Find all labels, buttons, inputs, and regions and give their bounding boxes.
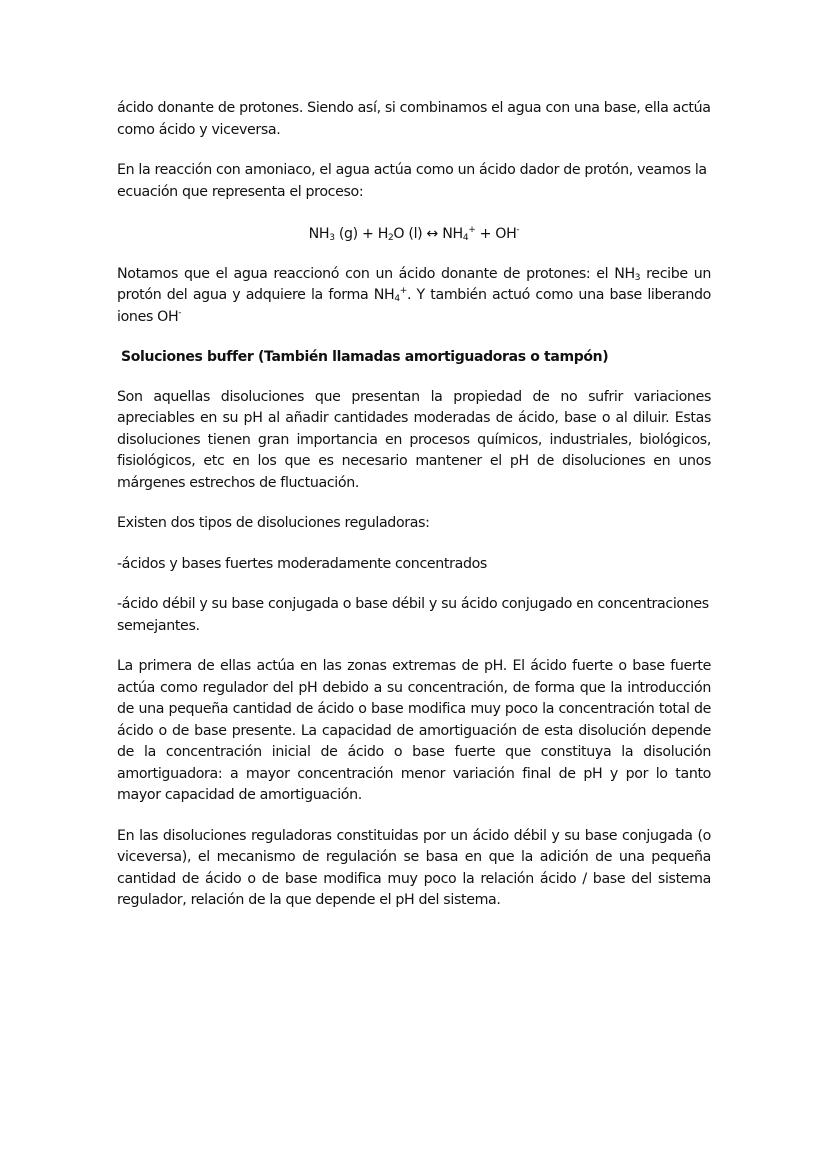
equation-superscript: -: [516, 225, 520, 235]
superscript: -: [178, 307, 182, 318]
equation-subscript: 4: [462, 233, 469, 243]
equation-subscript: 2: [388, 233, 394, 243]
equation-term: NH: [308, 226, 330, 242]
paragraph-water-amphoteric: [117, 264, 711, 329]
document-page: [117, 98, 711, 931]
equation-subscript: 3: [329, 233, 335, 243]
text-run: recibe un protón del agua y adquiere la forma NH: [117, 265, 711, 303]
section-heading-buffer: Soluciones buffer (También llamadas amortiguadoras o tampón): [121, 349, 609, 365]
equation-term: + OH: [475, 226, 517, 242]
paragraph-ammonia-reaction: En la reacción con amoniaco, el agua actúa como un ácido dador de protón, veamos la ecuación que representa el proceso:: [117, 162, 707, 200]
paragraph-second-type: En las disoluciones reguladoras constituidas por un ácido débil y su base conjugada (o viceversa), el mecanismo de regulación se basa en que la adición de una pequeña cantidad de ácido o de base modifica muy poco la relación ácido / base del sistema regulador, relación de la que depende el pH del sistema.: [117, 827, 711, 908]
text-run: . Y también actuó como una base liberando iones OH: [117, 287, 711, 325]
text-run: Notamos que el agua reaccionó con un ácido donante de protones: el NH: [117, 265, 635, 282]
paragraph-types-intro: Existen dos tipos de disoluciones reguladoras:: [117, 515, 430, 531]
paragraph-buffer-definition: Son aquellas disoluciones que presentan la propiedad de no sufrir variaciones apreciables en su pH al añadir cantidades moderadas de ácido, base o al diluir. Estas disoluciones tienen gran importancia en procesos químicos, industriales, biológicos, fisiológicos, etc en los que es necesario mantener el pH de disoluciones en unos márgenes estrechos de fluctuación.: [117, 388, 711, 491]
chemical-equation: [117, 222, 711, 246]
superscript: +: [399, 286, 407, 296]
paragraph-intro: ácido donante de protones. Siendo así, si combinamos el agua con una base, ella actúa como ácido y viceversa.: [117, 100, 711, 138]
subscript: 3: [634, 272, 641, 283]
equation-term: O (l) ↔ NH: [393, 226, 463, 242]
list-item-strong-acids: -ácidos y bases fuertes moderadamente concentrados: [117, 555, 487, 572]
equation-term: (g) + H: [334, 226, 389, 242]
equation-superscript: +: [468, 225, 476, 235]
list-item-weak-acid-pair: -ácido débil y su base conjugada o base débil y su ácido conjugado en concentraciones semejantes.: [117, 596, 709, 634]
subscript: 4: [394, 294, 400, 304]
paragraph-first-type: La primera de ellas actúa en las zonas extremas de pH. El ácido fuerte o base fuerte actúa como regulador del pH debido a su concentración, de forma que la introducción de una pequeña cantidad de ácido o base modifica muy poco la concentración total de ácido o de base presente. La capacidad de amortiguación de esta disolución depende de la concentración inicial de ácido o base fuerte que constituya la disolución amortiguadora: a mayor concentración menor variación final de pH y por lo tanto mayor capacidad de amortiguación.: [117, 658, 711, 803]
